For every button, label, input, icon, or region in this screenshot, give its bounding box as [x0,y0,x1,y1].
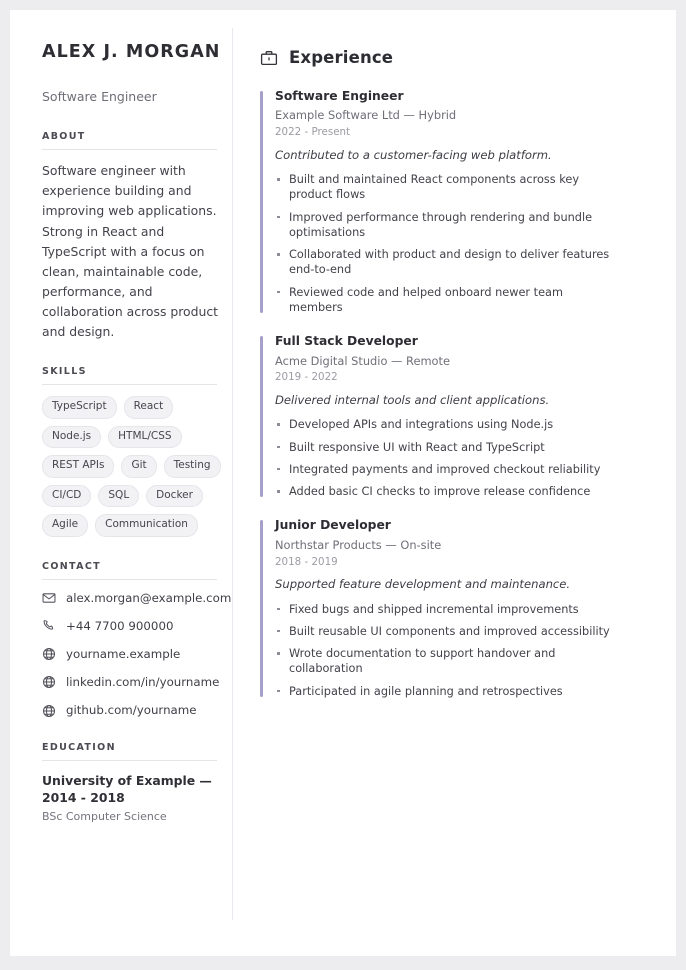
skills-section [42,366,232,537]
job-bullet: Fixed bugs and shipped incremental improvements [275,602,616,617]
job-bullet: Collaborated with product and design to deliver features end-to-end [275,247,616,278]
contact-item-github[interactable] [42,703,232,717]
job-bullet-list [275,602,616,699]
skills-tag-list [42,396,224,537]
skill-tag: Docker [146,485,203,508]
job-bullet-list [275,172,616,315]
globe-icon [42,647,56,661]
contact-value: yourname.example [66,647,181,662]
contact-section-label: CONTACT [42,560,101,572]
contact-section [42,561,232,718]
contact-list [42,591,232,718]
headline-job-title: Software Engineer [42,89,157,104]
skill-tag: REST APIs [42,455,114,478]
page-title: ALEX J. MORGAN [42,42,221,62]
skill-tag: HTML/CSS [108,426,181,449]
skill-tag: SQL [98,485,139,508]
skill-tag: Agile [42,514,88,537]
globe-icon [42,675,56,689]
job-bullet: Integrated payments and improved checkout reliability [275,462,616,477]
job-dates: 2019 - 2022 [275,371,338,384]
job-bullet-list [275,417,616,499]
skill-tag: React [124,396,174,419]
job-bullet: Wrote documentation to support handover and collaboration [275,646,616,677]
resume-card [10,10,676,956]
contact-item-website[interactable] [42,647,232,661]
job-role: Junior Developer [275,518,391,533]
job-organisation: Example Software Ltd — Hybrid [275,108,457,123]
job-bullet: Built responsive UI with React and TypeScript [275,440,616,455]
contact-item-phone[interactable] [42,619,232,633]
job-summary: Contributed to a customer-facing web platform. [275,147,552,162]
job-bullet: Participated in agile planning and retrospectives [275,684,616,699]
sidebar [10,10,232,848]
job-role: Software Engineer [275,89,404,103]
about-text: Software engineer with experience building and improving web applications. Strong in React and TypeScript with a focus on clean, maintainable code, performance, and collaboration across product and design. [42,163,218,339]
section-divider [42,384,217,385]
contact-item-email[interactable] [42,591,232,605]
skill-tag: CI/CD [42,485,91,508]
experience-heading-text: Experience [289,48,394,67]
section-divider [42,579,217,580]
about-section-label: ABOUT [42,131,86,143]
contact-item-linkedin[interactable] [42,675,232,689]
skill-tag: TypeScript [42,396,117,419]
job-bullet: Reviewed code and helped onboard newer team members [275,285,616,316]
experience-entry [260,89,616,315]
skill-tag: Node.js [42,426,101,449]
column-divider [232,28,233,920]
envelope-icon [42,591,56,605]
experience-entry [260,518,616,698]
job-summary: Delivered internal tools and client applications. [275,392,550,407]
skills-section-label: SKILLS [42,366,87,378]
job-bullet: Built reusable UI components and improved accessibility [275,624,616,639]
phone-icon [42,619,56,633]
education-section-label: EDUCATION [42,741,116,753]
globe-icon [42,704,56,718]
job-organisation: Northstar Products — On-site [275,537,442,552]
about-section [42,131,232,342]
job-bullet: Developed APIs and integrations using Node.js [275,417,616,432]
section-divider [42,760,217,761]
contact-value: +44 7700 900000 [66,618,174,633]
section-divider [42,149,217,150]
resume-layout [10,10,676,956]
skill-tag: Testing [164,455,221,478]
briefcase-icon [260,49,278,67]
job-bullet: Built and maintained React components across key product flows [275,172,616,203]
job-dates: 2022 - Present [275,126,351,139]
job-bullet: Improved performance through rendering and bundle optimisations [275,210,616,241]
education-degree: University of Example — 2014 - 2018 [42,772,212,806]
job-role: Full Stack Developer [275,334,418,349]
contact-value: linkedin.com/in/yourname [66,675,220,690]
contact-value: alex.morgan@example.com [66,590,232,605]
job-bullet: Added basic CI checks to improve release confidence [275,484,616,499]
experience-column [232,10,676,718]
experience-heading [260,48,616,67]
skill-tag: Git [121,455,156,478]
experience-entry [260,334,616,499]
job-summary: Supported feature development and maintenance. [275,576,571,591]
contact-value: github.com/yourname [66,703,197,718]
education-subtitle: BSc Computer Science [42,809,167,823]
job-organisation: Acme Digital Studio — Remote [275,353,451,368]
job-dates: 2018 - 2019 [275,555,338,568]
skill-tag: Communication [95,514,198,537]
education-section [42,742,232,825]
